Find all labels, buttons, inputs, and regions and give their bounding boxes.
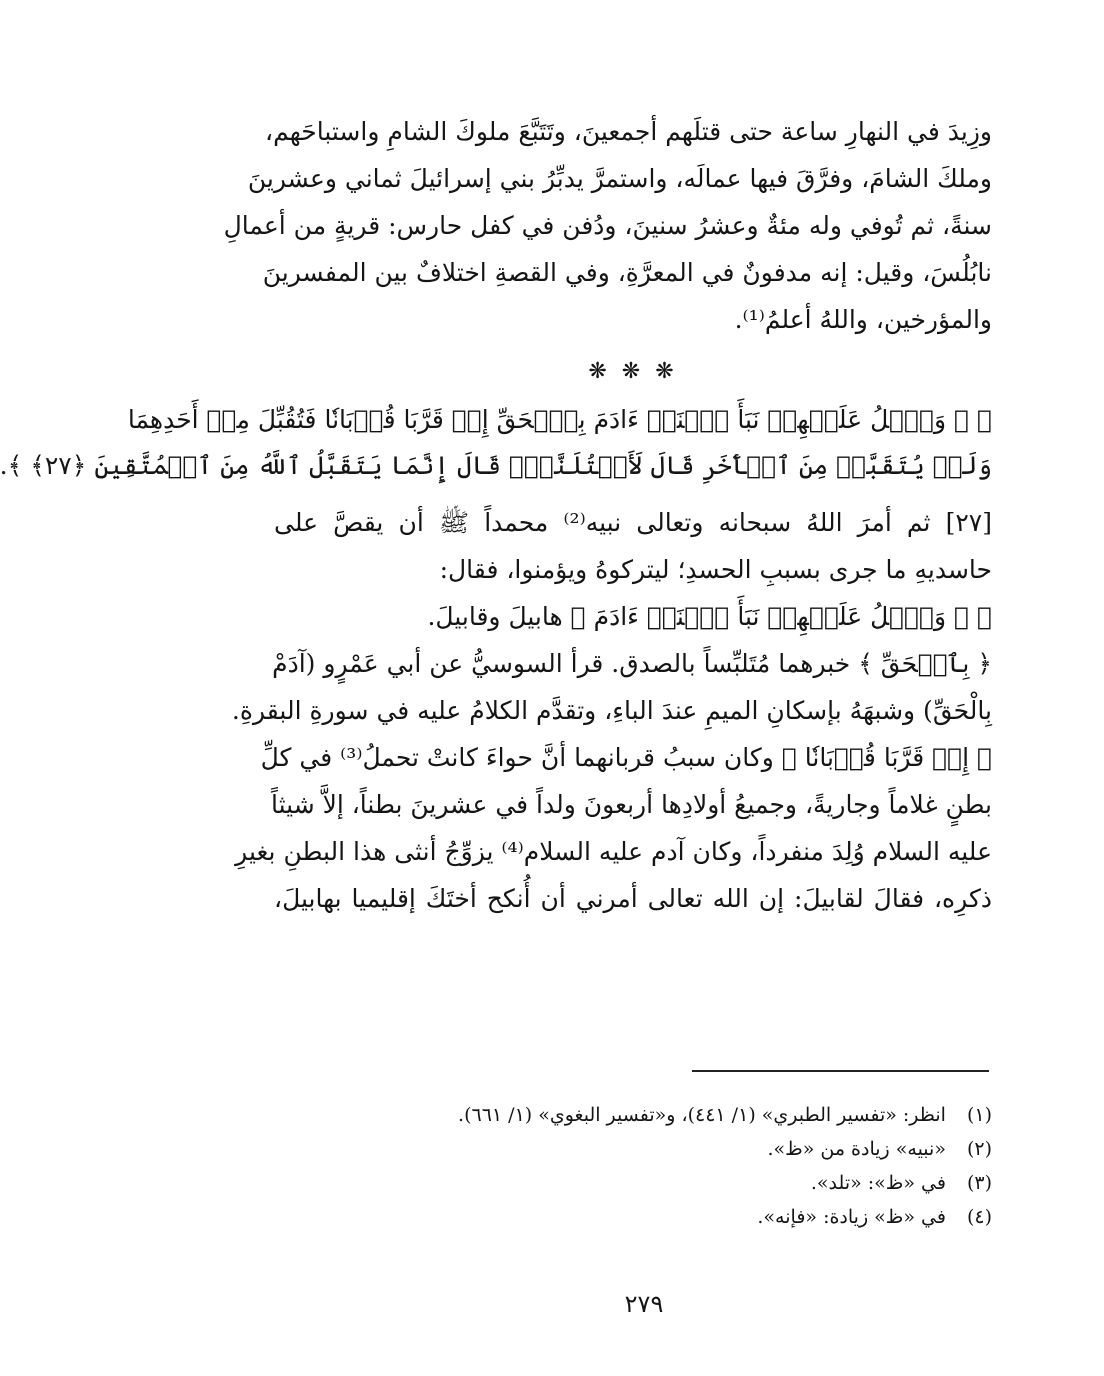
paragraph-4 [231,640,992,734]
page-number: ٢٧٩ [624,1290,664,1318]
text-line: ﴿ إِذۡ قَرَّبَا قُرۡبَانٗا ﴾ وكان سببُ قربانهما أنَّ حواءَ كانتْ تحملُ⁽³⁾ في كلِّ [260,743,992,772]
footnote-text: في «ظ» زيادة: «فإنه». [757,1206,946,1228]
footnote-text: انظر: «تفسير الطبري» (١/ ٤٤١)، و«تفسير البغوي» (١/ ٦٦١). [458,1104,946,1126]
footnote-number: (٤) [966,1206,992,1228]
footnote-text: «نبيه» زيادة من «ظ». [767,1138,946,1160]
footnote-item [334,1132,992,1166]
footnote-number: (١) [966,1104,992,1126]
main-text [0,108,992,922]
footnote-item [334,1166,992,1200]
text-line: ذكرِه، فقالَ لقابيلَ: إن الله تعالى أمرني أن أُنكح أختَكَ إقليميا بهابيلَ، [274,884,992,913]
quran-verse-block [0,397,992,489]
text-line: حاسديهِ ما جرى بسببِ الحسدِ؛ ليتركوهُ ويؤمنوا، فقال: [439,555,992,584]
text-line: بِالْحَقِّ) وشبهَهُ بإسكانِ الميمِ عندَ الباءِ، وتقدَّم الكلامُ عليه في سورةِ البقرةِ. [231,696,992,725]
footnote-number: (٣) [966,1172,992,1194]
section-separator: ❋ ❋ ❋ [588,359,678,384]
footnote-item [334,1098,992,1132]
footnote-item [334,1200,992,1234]
text-line: بطنٍ غلاماً وجاريةً، وجميعُ أولادِها أربعونَ ولداً في عشرينَ بطناً، إلاَّ شيثاً [270,790,992,819]
paragraph-5 [235,734,992,922]
quran-line: ﴿ ۞ وَٱتۡلُ عَلَيۡهِمۡ نَبَأَ ٱبۡنَيۡ ءَادَمَ بِٱلۡحَقِّ إِذۡ قَرَّبَا قُرۡبَانٗا فَتُقُبِّلَ مِنۡ أَحَدِهِمَا [127,405,992,434]
footnote-number: (٢) [966,1138,992,1160]
text-line: ﴿ بِٱلۡحَقِّ ﴾ خبرهما مُتَلبِّساً بالصدق. قرأ السوسيُّ عن أبي عَمْرٍو (آدَمْ [272,649,992,678]
paragraph-3 [274,593,992,640]
text-line: سنةً، ثم تُوفي وله مئةٌ وعشرُ سنينَ، ودُفن في كفل حارس: قريةٍ من أعمالِ [223,211,992,240]
text-line: وزِيدَ في النهارِ ساعة حتى قتلَهم أجمعينَ، وتَتَبَّعَ ملوكَ الشامِ واستباحَهم، [265,117,992,146]
footnotes [334,1098,992,1234]
paragraph-2 [274,499,992,593]
quran-line: وَلَمۡ يُتَقَبَّلۡ مِنَ ٱلۡأٓخَرِ قَالَ لَأَقۡتُلَنَّكَۖ قَالَ إِنَّمَا يَتَقَبَّلُ ٱللَّهُ مِنَ ٱلۡمُتَّقِينَ ﴿٢٧﴾ ﴾. [0,451,992,480]
footnote-divider [692,1070,989,1072]
paragraph-1 [223,108,992,343]
text-line: عليه السلام وُلِدَ منفرداً، وكان آدم عليه السلام⁽⁴⁾ يزوِّجُ أنثى هذا البطنِ بغيرِ [235,837,992,866]
text-line: ﴿ ۞ وَٱتۡلُ عَلَيۡهِمۡ نَبَأَ ٱبۡنَيۡ ءَادَمَ ﴾ هابيلَ وقابيلَ. [427,602,992,631]
text-line: [٢٧] ثم أمرَ اللهُ سبحانه وتعالى نبيه⁽²⁾ محمداً ﷺ أن يقصَّ على [274,508,992,537]
text-line: وملكَ الشامَ، وفرَّقَ فيها عمالَه، واستمرَّ يدبِّرُ بني إسرائيلَ ثماني وعشرينَ [247,164,992,193]
text-line: نابُلُسَ، وقيل: إنه مدفونٌ في المعرَّةِ، وفي القصةِ اختلافٌ بين المفسرينَ [262,258,992,287]
footnote-text: في «ظ»: «تلد». [810,1172,946,1194]
text-line: والمؤرخين، واللهُ أعلمُ⁽¹⁾. [734,305,992,334]
